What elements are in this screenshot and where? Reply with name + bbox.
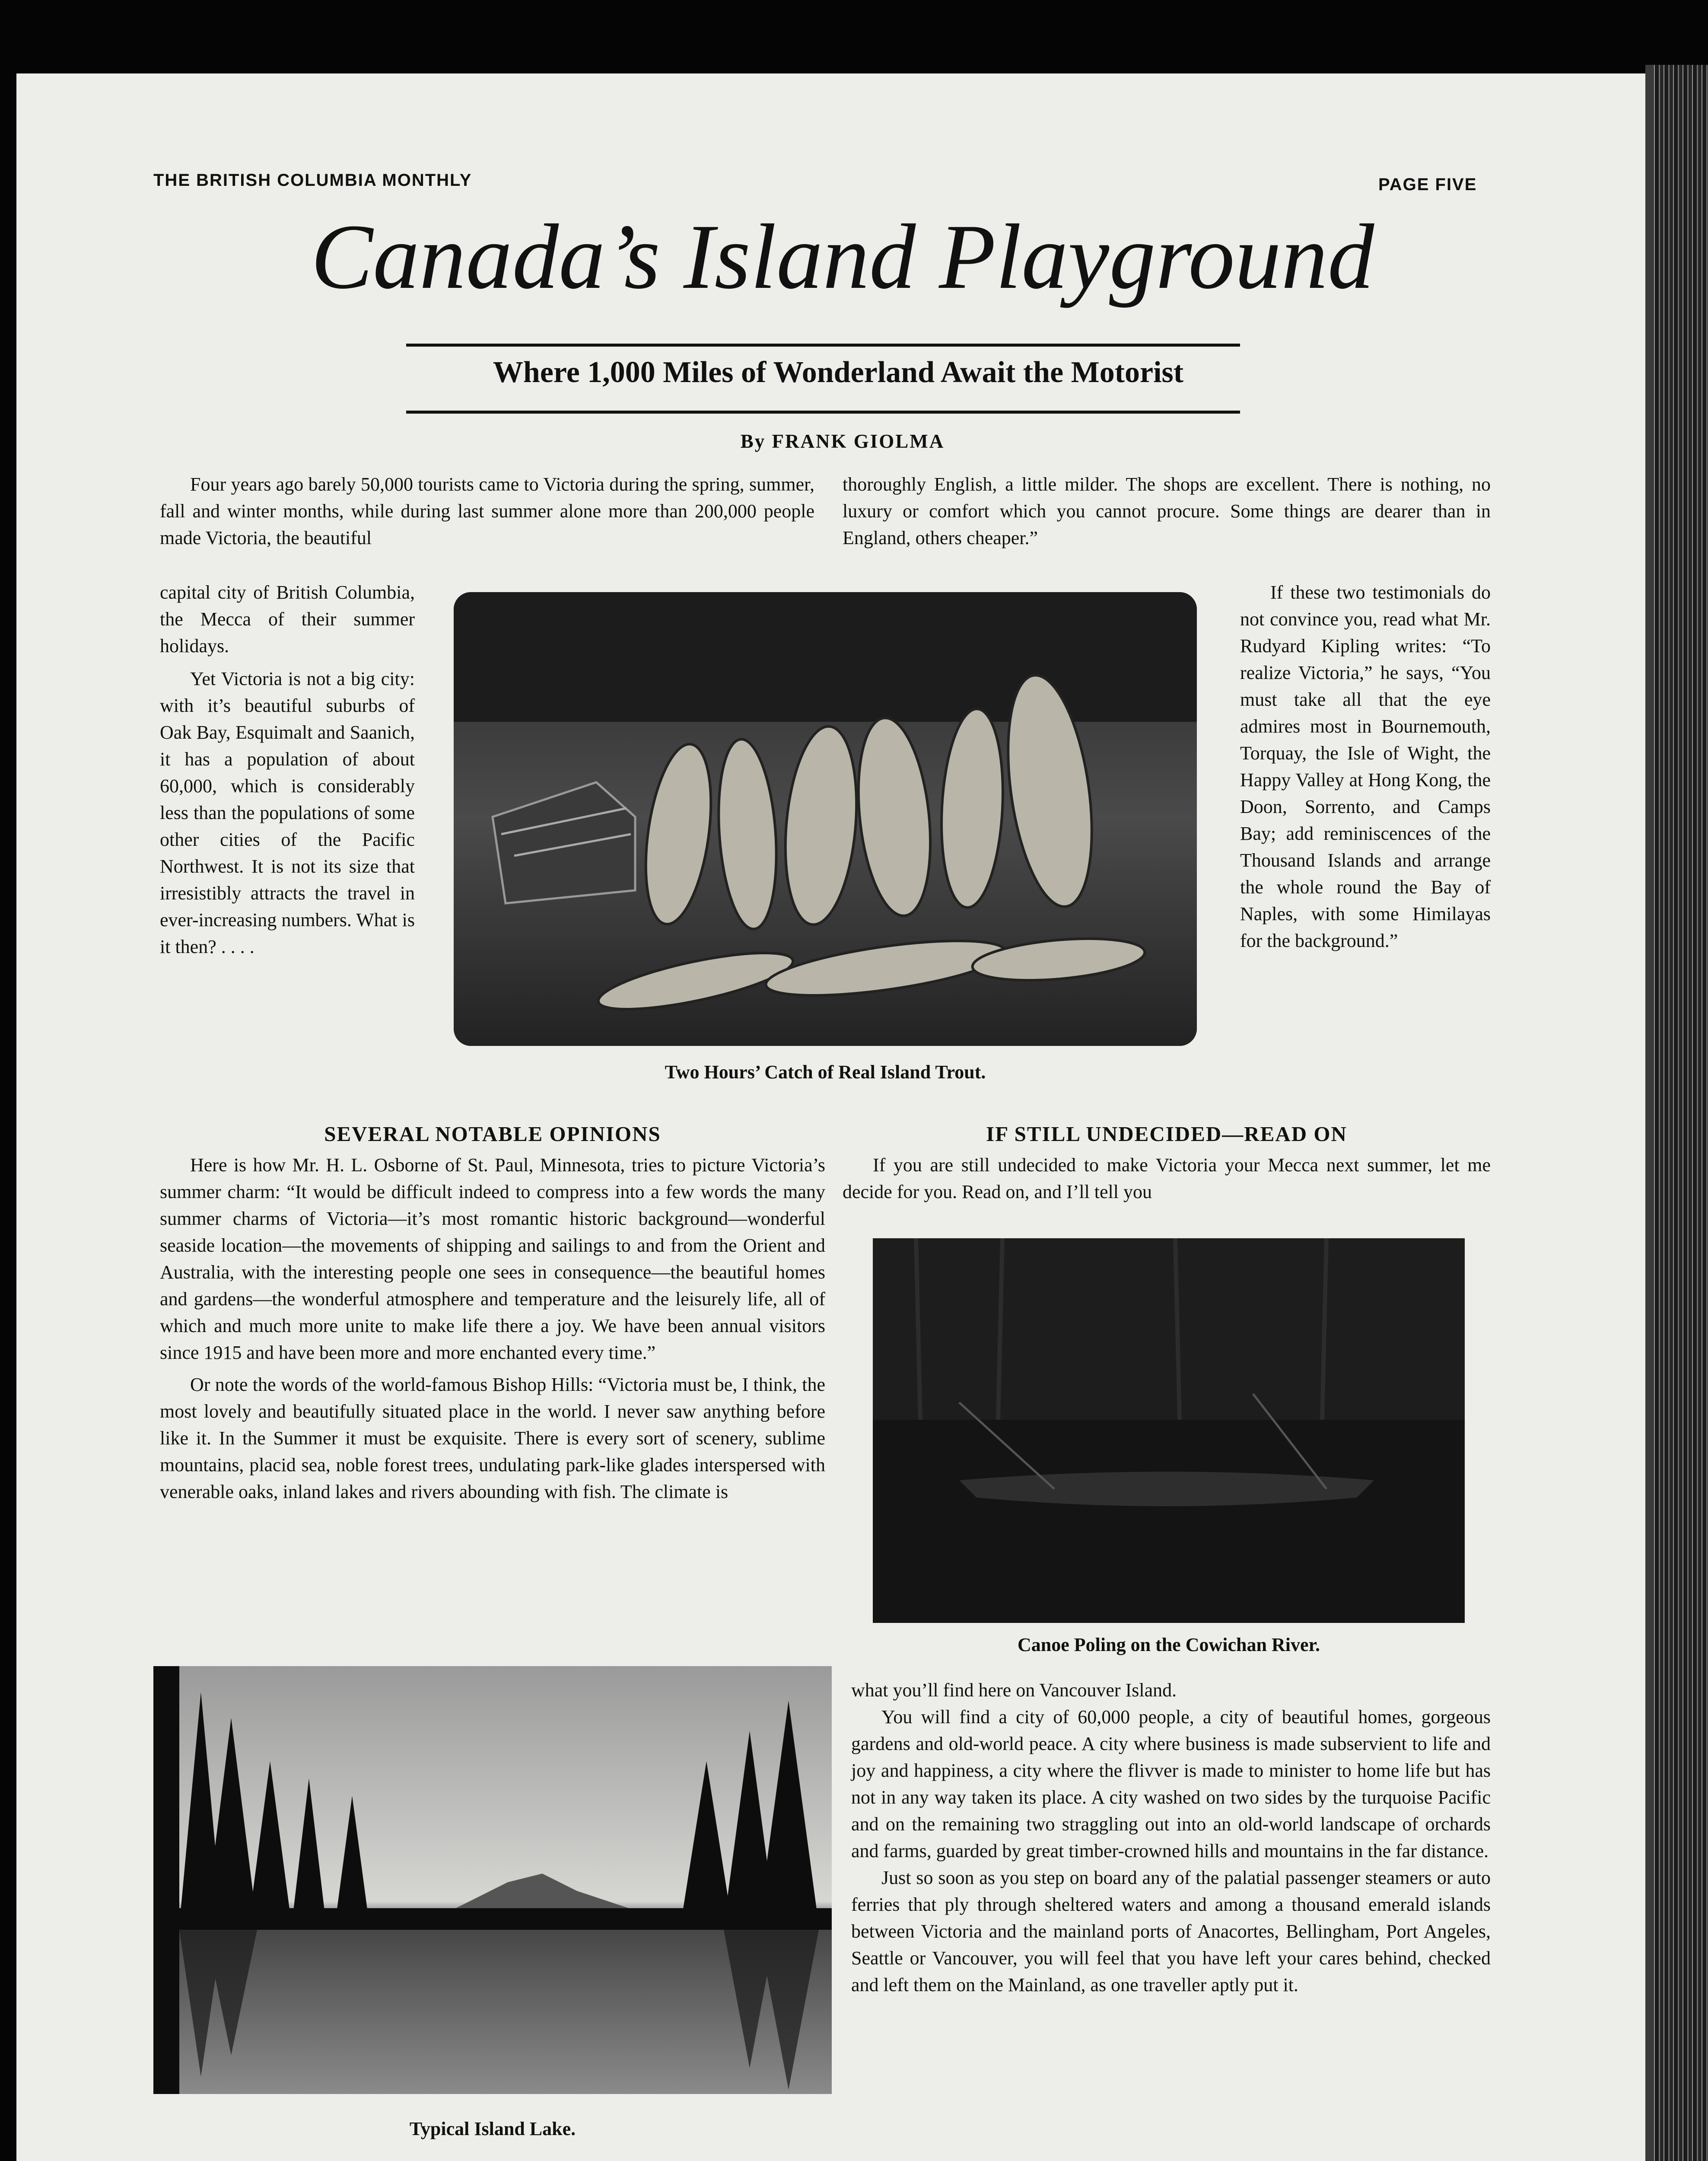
steamers-paragraph: Just so soon as you step on board any of the palatial passenger steamers or auto ferries that ply through sheltered waters and among a thousand emerald islands between Victoria and the mainland ports of Anacortes, Bellingham, Port Angeles, Seattle or Vancouver, you will feel that you have left your cares behind, checked and left them on the Mainland, as one traveller aptly put it. (851, 1867, 1491, 1995)
title-rule-top (406, 344, 1240, 347)
title-rule-bottom (406, 411, 1240, 414)
lake-caption: Typical Island Lake. (409, 2118, 576, 2139)
intro-left-column (160, 579, 415, 960)
canoe-caption: Canoe Poling on the Cowichan River. (1018, 1634, 1320, 1655)
page-edge (1645, 65, 1654, 2161)
publication-name: THE BRITISH COLUMBIA MONTHLY (153, 171, 472, 190)
undecided-heading: IF STILL UNDECIDED—READ ON (986, 1122, 1347, 1146)
page-number: PAGE FIVE (1378, 175, 1477, 194)
intro-paragraph-top: Four years ago barely 50,000 tourists came to Victoria during the spring, summer, fall and winter months, while during last summer alone more than 200,000 people made Victoria, the beautiful (160, 474, 814, 548)
trout-photo (454, 592, 1197, 1046)
kipling-paragraph: If these two testimonials do not convince you, read what Mr. Rudyard Kipling writes: “To realize Victoria,” he says, “You must take all that the eye admires most in Bournemouth, Torquay, the Isle of Wight, the Happy Valley at Hong Kong, the Doon, Sorrento, and Camps Bay; add reminiscences of the Thousand Islands and arrange the whole round the Bay of Naples, with some Himilayas for the background.” (1240, 582, 1491, 951)
article-title: Canada’s Island Playground (311, 205, 1374, 308)
bishop-hills-paragraph: Or note the words of the world-famous Bishop Hills: “Victoria must be, I think, the most lovely and beautifully situated place in the world. I never saw anything before like it. In the Summer it must be exquisite. There is every sort of scenery, sublime mountains, placid sea, noble forest trees, undulating park-like glades interspersed with venerable oaks, inland lakes and rivers abounding with fish. The climate is (160, 1374, 825, 1502)
osborne-paragraph: Here is how Mr. H. L. Osborne of St. Paul, Minnesota, tries to picture Victoria’s summer charm: “It would be difficult indeed to compress into a few words the many summer charms of Victoria—it’s most romantic historic background—wonderful seaside location—the movements of shipping and sailings to and from the Orient and Australia, with the interesting people one sees in consequence—the beautiful homes and gardens—the wonderful atmosphere and temperature and the leisurely life, all of which and much more unite to make life there a joy. We have been annual visitors since 1915 and have been more and more enchanted every time.” (160, 1154, 825, 1363)
undecided-intro: If you are still undecided to make Victoria your Mecca next summer, let me decide for you. Read on, and I’ll tell you (843, 1154, 1491, 1202)
lake-photo (153, 1666, 832, 2094)
city-paragraph: You will find a city of 60,000 people, a city of beautiful homes, gorgeous gardens and old-world peace. A city where business is made subservient to life and joy and happiness, a city where the flivver is made to minister to home life but has not in any way taken its place. A city washed on two sides by the turquoise Pacific and on the remaining two straggling out into an old-world landscape of orchards and farms, guarded by great timber-crowned hills and mountains in the far distance. (851, 1706, 1491, 1861)
opinions-text (160, 1152, 825, 1505)
intro-paragraph-1-rest: capital city of British Columbia, the Mecca of their summer holidays. (160, 582, 415, 657)
continued-line: what you’ll find here on Vancouver Island. (851, 1680, 1177, 1701)
canoe-photo (873, 1238, 1465, 1623)
intro-paragraph-2: Yet Victoria is not a big city: with it’s beautiful suburbs of Oak Bay, Esquimalt and Saanich, it has a population of about 60,000, which is considerably less than the populations of some other cities of the Pacific Northwest. It is not its size that irresistibly attracts the travel in ever-increasing numbers. What is it then? . . . . (160, 668, 415, 957)
byline: By FRANK GIOLMA (740, 430, 945, 452)
article-subtitle: Where 1,000 Miles of Wonderland Await the Motorist (493, 356, 1184, 389)
book-spine (1645, 65, 1708, 2161)
intro-right-top: thoroughly English, a little milder. The shops are excellent. There is nothing, no luxury or comfort which you cannot procure. Some things are dearer than in England, others cheaper.” (843, 474, 1491, 548)
intro-right-column (1240, 579, 1491, 954)
undecided-continued (851, 1677, 1491, 1998)
opinions-heading: SEVERAL NOTABLE OPINIONS (324, 1122, 661, 1146)
trout-caption: Two Hours’ Catch of Real Island Trout. (665, 1061, 986, 1083)
